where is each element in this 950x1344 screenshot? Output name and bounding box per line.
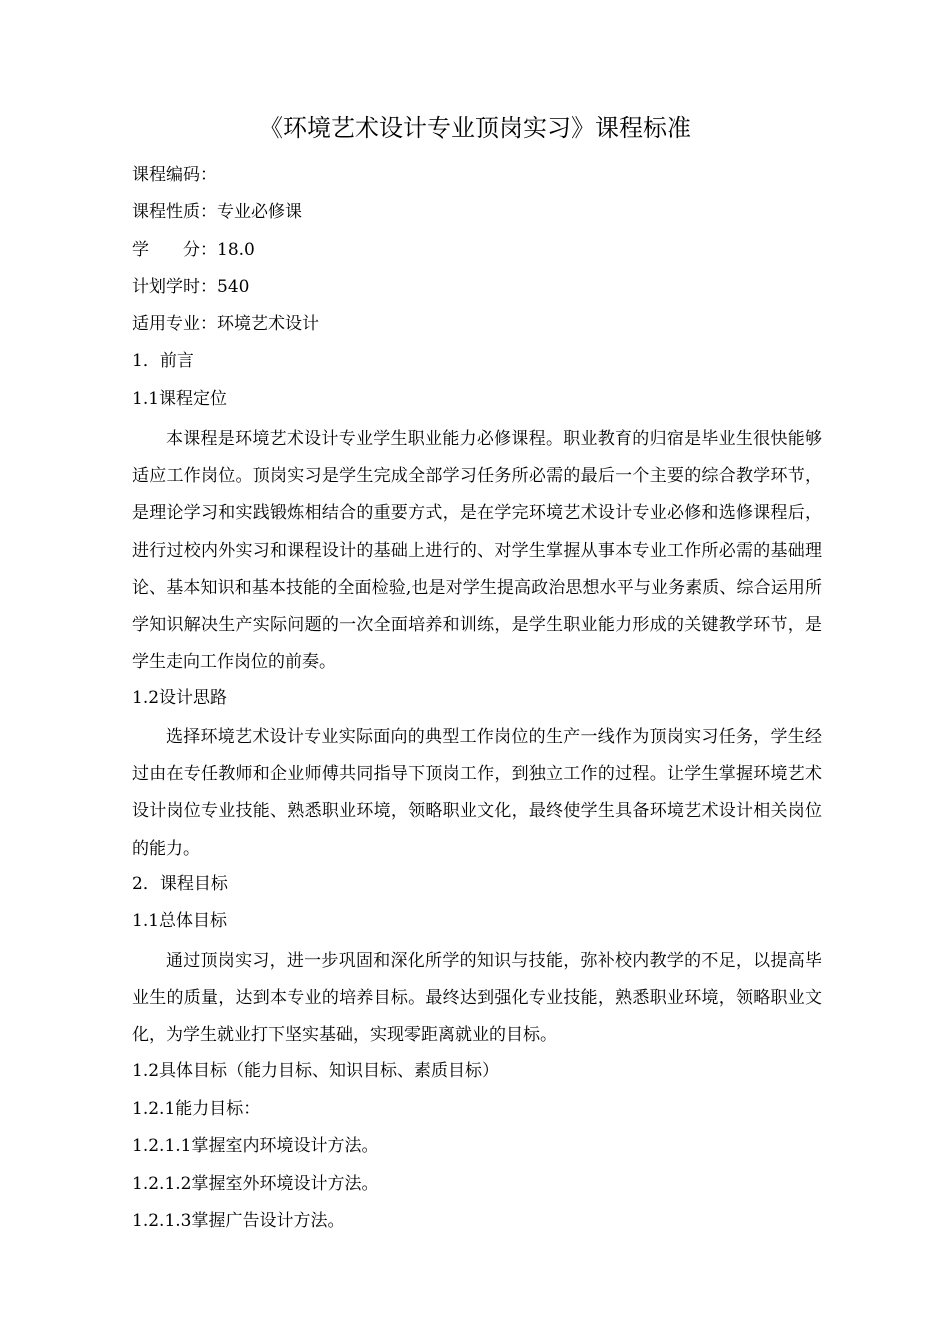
subsection-heading-overall-objective: 1.1总体目标	[132, 911, 228, 931]
subsection-heading-specific-objectives: 1.2具体目标（能力目标、知识目标、素质目标）	[132, 1061, 500, 1081]
planned-hours: 计划学时：540	[132, 277, 250, 297]
subsection-heading-course-positioning: 1.1课程定位	[132, 389, 228, 409]
list-item: 1.2.1.3掌握广告设计方法。	[132, 1211, 345, 1231]
course-credits: 学 分：18.0	[132, 240, 255, 260]
section-heading-preface: 1．前言	[132, 351, 194, 371]
applicable-major: 适用专业：环境艺术设计	[132, 314, 319, 334]
course-nature: 课程性质：专业必修课	[132, 202, 302, 222]
subsubsection-heading-ability-objectives: 1.2.1能力目标：	[132, 1099, 261, 1119]
paragraph-course-positioning: 本课程是环境艺术设计专业学生职业能力必修课程。职业教育的归宿是毕业生很快能够适应工作岗位。顶岗实习是学生完成全部学习任务所必需的最后一个主要的综合教学环节，是理论学习和实践锻炼相结合的重要方式，是在学完环境艺术设计专业必修和选修课程后，进行过校内外实习和课程设计的基础上进行的、对学生掌握从事本专业工作所必需的基础理论、基本知识和基本技能的全面检验,也是对学生提高政治思想水平与业务素质、综合运用所学知识解决生产实际问题的一次全面培养和训练，是学生职业能力形成的关键教学环节，是学生走向工作岗位的前奏。	[132, 429, 822, 673]
document-title: 《环境艺术设计专业顶岗实习》课程标准	[259, 114, 691, 142]
section-heading-course-objectives: 2．课程目标	[132, 874, 228, 894]
list-item: 1.2.1.1掌握室内环境设计方法。	[132, 1136, 379, 1156]
paragraph-design-approach: 选择环境艺术设计专业实际面向的典型工作岗位的生产一线作为顶岗实习任务，学生经过由在专任教师和企业师傅共同指导下顶岗工作，到独立工作的过程。让学生掌握环境艺术设计岗位专业技能、熟悉职业环境，领略职业文化，最终使学生具备环境艺术设计相关岗位的能力。	[132, 727, 822, 859]
subsection-heading-design-approach: 1.2设计思路	[132, 688, 228, 708]
course-code: 课程编码：	[132, 165, 217, 185]
list-item: 1.2.1.2掌握室外环境设计方法。	[132, 1174, 379, 1194]
paragraph-overall-objective: 通过顶岗实习，进一步巩固和深化所学的知识与技能，弥补校内教学的不足，以提高毕业生的质量，达到本专业的培养目标。最终达到强化专业技能，熟悉职业环境，领略职业文化，为学生就业打下坚实基础，实现零距离就业的目标。	[132, 951, 822, 1046]
